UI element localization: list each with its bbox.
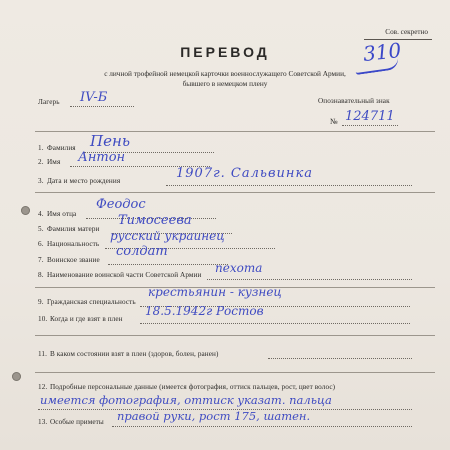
handwritten-number: 310 — [361, 38, 403, 66]
punch-hole-upper — [21, 206, 30, 215]
field-line-rank — [108, 264, 228, 265]
field-line-unit — [207, 279, 412, 280]
field-label-personal: Подробные персональные данные (имеется фотография, оттиск пальцев, рост, цвет волос) — [50, 383, 336, 391]
id-tag-label: Опознавательный знак — [318, 97, 390, 105]
field-num-7: 7. — [38, 256, 44, 264]
field-label-birth: Дата и место рождения — [47, 177, 121, 185]
field-value-marks: правой руки, рост 175, шатен. — [117, 409, 311, 423]
field-label-rank: Воинское звание — [47, 256, 100, 264]
subtitle-line-1: с личной трофейной немецкой карточки военнослужащего Советской Армии, — [104, 69, 346, 78]
field-label-unit: Наименование воинской части Советской Армии — [47, 271, 202, 279]
field-label-father: Имя отца — [47, 210, 77, 218]
section-separator-1 — [35, 192, 435, 193]
field-num-8: 8. — [38, 271, 44, 279]
field-line-birth — [166, 185, 412, 186]
secret-label: Сов. секретно — [385, 28, 428, 36]
field-value-surname: Пень — [90, 132, 131, 150]
field-value-capture: 18.5.1942г Ростов — [145, 304, 264, 318]
section-separator-3 — [35, 335, 435, 336]
field-label-marks: Особые приметы — [50, 418, 104, 426]
field-num-4: 4. — [38, 210, 44, 218]
field-num-6: 6. — [38, 240, 44, 248]
field-line-marks — [112, 426, 412, 427]
field-label-mother: Фамилия матери — [47, 225, 100, 233]
field-line-capture — [140, 323, 410, 324]
field-line-condition — [268, 358, 412, 359]
field-value-rank: солдат — [116, 244, 168, 259]
field-label-nationality: Национальность — [47, 240, 100, 248]
field-value-father: Феодос — [96, 197, 146, 212]
id-tag-line — [342, 125, 398, 126]
field-value-nationality: русский украинец — [110, 229, 225, 243]
subtitle-line-2: бывшего в немецком плену — [182, 79, 268, 88]
field-value-profession: крестьянин - кузнец — [148, 285, 282, 299]
id-tag-value: 124711 — [345, 109, 395, 124]
field-num-1: 1. — [38, 144, 44, 152]
field-num-3: 3. — [38, 177, 44, 185]
id-number-sign: № — [330, 117, 338, 126]
field-value-personal: имеется фотография, оттиск указат. пальца — [40, 393, 332, 407]
field-value-birth: 1907г. Сальвинка — [176, 166, 313, 181]
page-subtitle — [0, 69, 450, 89]
field-num-13: 13. — [38, 418, 48, 426]
field-num-9: 9. — [38, 298, 44, 306]
camp-label: Лагерь — [38, 98, 60, 106]
punch-hole-lower — [12, 372, 21, 381]
field-num-11: 11. — [38, 350, 48, 358]
section-separator-4 — [35, 372, 435, 373]
field-label-capture: Когда и где взят в плен — [50, 315, 123, 323]
field-num-12: 12. — [38, 383, 48, 391]
camp-line — [70, 106, 134, 107]
field-num-10: 10. — [38, 315, 48, 323]
camp-value: IV-Б — [80, 90, 108, 105]
field-label-name: Имя — [47, 158, 61, 166]
field-label-condition: В каком состоянии взят в плен (здоров, болен, ранен) — [50, 350, 219, 358]
page-title: ПЕРЕВОД — [180, 44, 270, 60]
field-value-unit: пехота — [215, 261, 263, 275]
field-num-5: 5. — [38, 225, 44, 233]
field-label-profession: Гражданская специальность — [47, 298, 136, 306]
field-value-mother: Тимосеева — [118, 213, 192, 228]
field-label-surname: Фамилия — [47, 144, 76, 152]
field-num-2: 2. — [38, 158, 44, 166]
field-value-name: Антон — [78, 150, 126, 165]
